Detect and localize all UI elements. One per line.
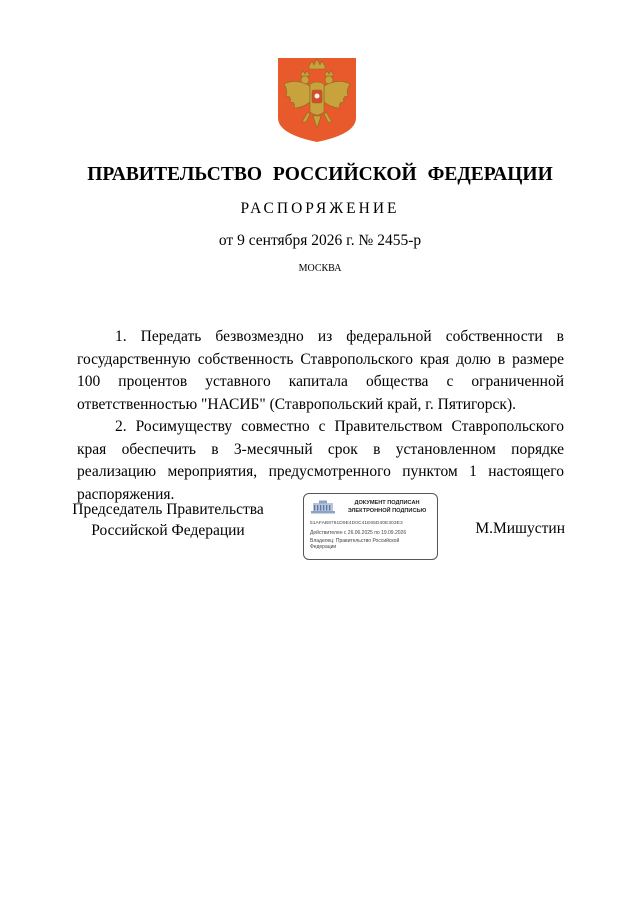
signer-position-line-1: Председатель Правительства xyxy=(72,501,264,518)
paragraph-2-line-1: 2. Росимуществу совместно с Правительством Ставропольского края xyxy=(77,418,564,458)
document-city: МОСКВА xyxy=(298,263,342,274)
signer-name: М.Мишустин xyxy=(475,520,565,537)
esign-owner: Владелец: Правительство Российской Федерации xyxy=(310,538,400,551)
esign-heading-line-1: ДОКУМЕНТ ПОДПИСАН xyxy=(354,500,420,506)
paragraph-1-line-1: 1. Передать безвозмездно из федеральной собственности xyxy=(115,328,543,345)
paragraph-1-line-2: в государственную собственность Ставропольского края долю xyxy=(77,328,564,368)
coat-of-arms-icon xyxy=(276,56,358,144)
esign-heading-line-2: ЭЛЕКТРОННОЙ ПОДПИСЬЮ xyxy=(347,507,427,514)
signer-position-line-2: Российской Федерации xyxy=(91,522,245,539)
esign-heading xyxy=(340,500,434,515)
paragraph-1-line-3: в размере 100 процентов уставного капитала общества с ограниченной xyxy=(77,350,565,390)
esign-certificate: 51AFAB8781D9E4D0C41E65D40E303E3 xyxy=(310,521,403,526)
paragraph-1-line-4: ответственностью "НАСИБ" (Ставропольский край, г. Пятигорск). xyxy=(77,395,516,413)
page-title: ПРАВИТЕЛЬСТВО РОССИЙСКОЙ ФЕДЕРАЦИИ xyxy=(87,164,553,185)
government-building-icon xyxy=(310,500,336,514)
document-date-number: от 9 сентября 2026 г. № 2455-р xyxy=(218,232,422,249)
esign-validity: Действителен с 26.06.2025 по 19.09.2026 xyxy=(310,530,407,536)
document-type: РАСПОРЯЖЕНИЕ xyxy=(240,200,400,217)
paragraph-2-line-3: мероприятия, предусмотренного пунктом 1 настоящего распоряжения. xyxy=(77,463,565,503)
signer-position xyxy=(66,499,270,541)
paragraph-1 xyxy=(77,326,564,416)
electronic-signature-stamp xyxy=(303,493,438,560)
document-body xyxy=(77,326,564,506)
paragraph-2-line-2: обеспечить в 3-месячный срок в установленном порядке реализацию xyxy=(77,440,565,480)
